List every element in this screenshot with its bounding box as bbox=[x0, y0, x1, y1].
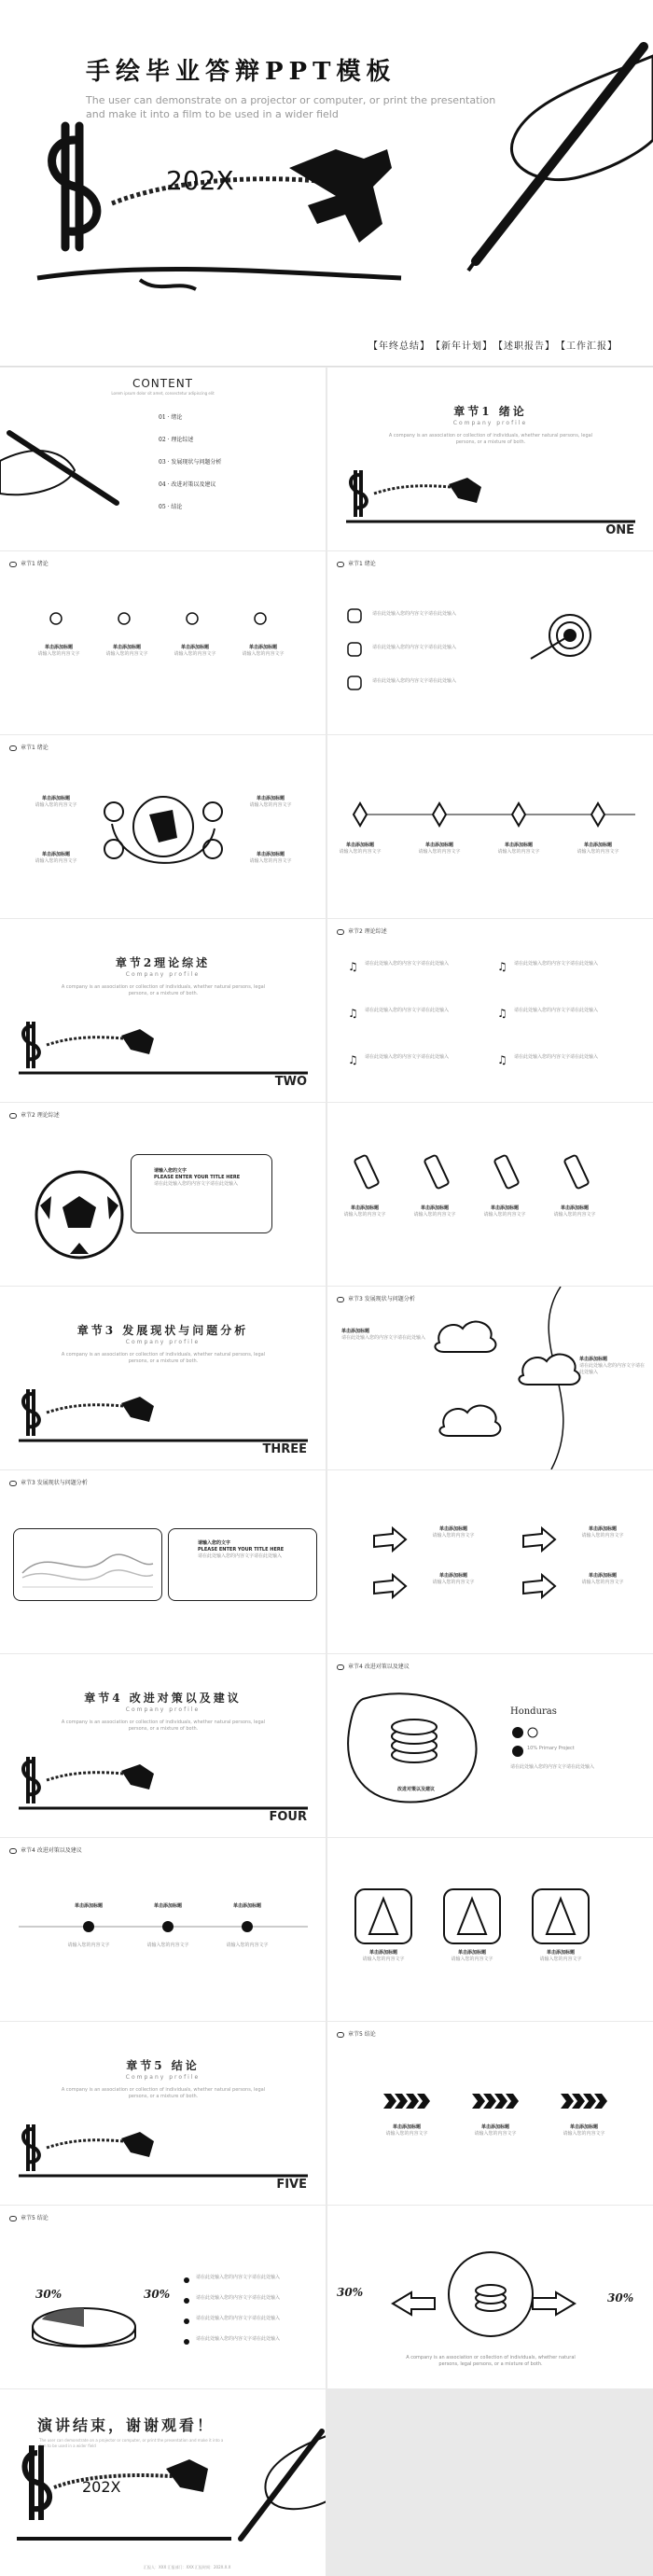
slide-title: 章节4 改进对策以及建议 bbox=[337, 1662, 410, 1670]
chapter-slide[interactable] bbox=[0, 2022, 326, 2205]
dollar-runner-icon bbox=[346, 470, 635, 526]
info-item: 单击添加标题 请输入您的内容文字 bbox=[249, 852, 292, 864]
svg-text:♫: ♫ bbox=[348, 960, 358, 973]
ending-title: 演讲结束，谢谢观看！ bbox=[37, 2416, 215, 2434]
chapter-desc: A company is an association or collection of individuals, whether natural persons, legal persons, or a mixture of both. bbox=[61, 1352, 266, 1364]
note-item: 请在此处输入您的内容文字请在此处输入 bbox=[365, 1008, 450, 1013]
ending-subtitle: The user can demonstrate on a projector or computer, or print the presentation and make it into a film to be used in a wider field bbox=[39, 2438, 224, 2448]
info-item: 单击添加标题 请输入您的内容文字 bbox=[432, 1526, 475, 1539]
info-item: 单击添加标题 请输入您的内容文字 bbox=[563, 2124, 605, 2137]
country-name: Honduras bbox=[510, 1706, 557, 1717]
chapter-profile: Company profile bbox=[125, 2074, 201, 2081]
info-item: 单击添加标题 请输入您的内容文字 bbox=[497, 842, 540, 855]
info-item: 单击添加标题 请输入您的内容文字 bbox=[413, 1205, 456, 1218]
bulb-icon bbox=[45, 607, 278, 635]
content-slide[interactable] bbox=[0, 1838, 326, 2021]
callout-text: 请输入您的文字 PLEASE ENTER YOUR TITLE HERE 请在此处输入您的内容文字请在此处输入 bbox=[154, 1168, 241, 1187]
percent-label: 30% bbox=[144, 2288, 171, 2301]
note-item: 请在此处输入您的内容文字请在此处输入 bbox=[365, 961, 450, 967]
info-text: 请在此处输入您的内容文字请在此处输入 bbox=[510, 1764, 595, 1770]
percent-label: 30% bbox=[607, 2291, 634, 2304]
toc-item[interactable]: 05 · 结论 bbox=[159, 504, 183, 510]
cover-subtitle: The user can demonstrate on a projector or computer, or print the presentation and make it into a film to be used in a wider field bbox=[86, 94, 496, 120]
chapter-profile: Company profile bbox=[452, 420, 528, 426]
info-item: 单击添加标题 请输入您的内容文字 bbox=[242, 645, 285, 657]
list-item: 请在此处输入您的内容文字请在此处输入 bbox=[196, 2316, 281, 2321]
list-item: 请在此处输入您的内容文字请在此处输入 bbox=[196, 2336, 281, 2342]
cover-slide[interactable] bbox=[0, 0, 653, 367]
info-item: 单击添加标题 请输入您的内容文字 bbox=[385, 2124, 428, 2137]
empty-panel bbox=[327, 2389, 653, 2576]
dollar-runner-icon bbox=[19, 1022, 308, 1078]
capsule-icon bbox=[355, 1154, 626, 1191]
ending-slide[interactable] bbox=[0, 2389, 326, 2576]
slide-title: 章节4 改进对策以及建议 bbox=[9, 1845, 82, 1854]
chapter-title: 章节1 绪论 bbox=[453, 405, 527, 418]
ending-year-text bbox=[82, 2475, 138, 2498]
chapter-desc: A company is an association or collection of individuals, whether natural persons, legal persons, or a mixture of both. bbox=[61, 2087, 266, 2099]
toc-sub: Lorem ipsum dolor sit amet, consectetur adipiscing elit bbox=[111, 391, 215, 396]
callout-box bbox=[131, 1154, 272, 1233]
chapter-profile: Company profile bbox=[125, 1706, 201, 1713]
toc-item[interactable]: 04 · 改进对策以及建议 bbox=[159, 481, 216, 488]
content-slide[interactable] bbox=[0, 2206, 326, 2388]
chapter-number: TWO bbox=[274, 1075, 307, 1089]
advice-label: 改进对策以及建议 bbox=[396, 1787, 435, 1792]
hand-pen-illustration bbox=[457, 37, 653, 280]
svg-text:♫: ♫ bbox=[348, 1053, 358, 1066]
content-slide[interactable] bbox=[327, 1470, 653, 1653]
content-slide[interactable] bbox=[327, 551, 653, 734]
info-item: 单击添加标题 请输入您的内容文字 bbox=[339, 842, 382, 855]
slide-title: 章节3 发展现状与问题分析 bbox=[9, 1478, 88, 1486]
timeline-desc: 请输入您的内容文字 bbox=[67, 1942, 110, 1948]
year-text bbox=[166, 163, 259, 201]
chapter-slide[interactable] bbox=[0, 919, 326, 1102]
bullet-dot-icon bbox=[183, 2277, 192, 2351]
chapter-profile: Company profile bbox=[125, 1339, 201, 1345]
content-slide[interactable] bbox=[0, 551, 326, 734]
slide-title: 章节1 绪论 bbox=[9, 743, 49, 751]
list-item: 请在此处输入您的内容文字请在此处输入 bbox=[196, 2275, 281, 2280]
slide-title: 章节5 结论 bbox=[9, 2213, 49, 2221]
wave-line-icon bbox=[22, 1545, 153, 1592]
dollar-runner-illustration bbox=[17, 2445, 250, 2567]
content-slide[interactable] bbox=[327, 1838, 653, 2021]
chapter-number: ONE bbox=[605, 523, 634, 537]
info-item: 单击添加标题 请输入您的内容文字 bbox=[581, 1573, 624, 1585]
chapter-desc: A company is an association or collection of individuals, whether natural persons, legal persons, or a mixture of both. bbox=[61, 1720, 266, 1732]
chapter-title: 章节3 发展现状与问题分析 bbox=[76, 1324, 249, 1337]
cloud-curve-icon bbox=[421, 1287, 645, 1469]
soccer-ball-icon bbox=[33, 1168, 135, 1271]
slide-title: 章节5 结论 bbox=[337, 2029, 376, 2038]
percent-label: 30% bbox=[337, 2286, 364, 2299]
check-item: 请在此处输入您的内容文字请在此处输入 bbox=[372, 611, 457, 617]
timeline-label: 单击添加标题 bbox=[232, 1903, 261, 1909]
timeline-label: 单击添加标题 bbox=[153, 1903, 182, 1909]
chapter-slide[interactable] bbox=[0, 1654, 326, 1837]
slide-title: 章节2 理论综述 bbox=[337, 926, 387, 935]
info-item: 单击添加标题 请输入您的内容文字 bbox=[35, 796, 77, 808]
content-slide[interactable] bbox=[327, 919, 653, 1102]
info-item: 单击添加标题 请输入您的内容文字 bbox=[483, 1205, 526, 1218]
list-item: 请在此处输入您的内容文字请在此处输入 bbox=[196, 2295, 281, 2301]
content-slide[interactable] bbox=[327, 2022, 653, 2205]
info-item: 单击添加标题 请输入您的内容文字 bbox=[105, 645, 148, 657]
toc-item[interactable]: 03 · 发展现状与问题分析 bbox=[159, 459, 222, 466]
chapter-title: 章节4 改进对策以及建议 bbox=[84, 1692, 242, 1705]
tag-item: 【工作汇报】 bbox=[561, 341, 618, 352]
content-slide[interactable] bbox=[327, 735, 653, 918]
note-item: 请在此处输入您的内容文字请在此处输入 bbox=[514, 1054, 599, 1060]
info-item: 单击添加标题 请输入您的内容文字 bbox=[474, 2124, 517, 2137]
pie-chart-icon bbox=[19, 2299, 159, 2364]
info-item: 单击添加标题 请输入您的内容文字 bbox=[451, 1950, 493, 1962]
pct-label: 10% Primary Project bbox=[527, 1746, 575, 1751]
percent-label: 30% bbox=[35, 2288, 63, 2301]
info-item: 单击添加标题 请输入您的内容文字 bbox=[581, 1526, 624, 1539]
callout-box bbox=[168, 1528, 317, 1601]
dollar-runner-icon bbox=[19, 1757, 308, 1813]
content-slide[interactable] bbox=[0, 735, 326, 918]
content-slide[interactable] bbox=[327, 1103, 653, 1286]
chapter-profile: Company profile bbox=[125, 971, 201, 978]
chapter-slide[interactable] bbox=[327, 368, 653, 550]
svg-text:♫: ♫ bbox=[497, 960, 507, 973]
svg-text:♫: ♫ bbox=[497, 1053, 507, 1066]
dollar-runner-illustration bbox=[37, 121, 448, 308]
diamond-line-icon bbox=[346, 801, 635, 828]
info-item: 单击添加标题 请输入您的内容文字 bbox=[362, 1950, 405, 1962]
timeline-label: 单击添加标题 bbox=[74, 1903, 103, 1909]
chapter-number: THREE bbox=[262, 1442, 307, 1456]
info-item: 单击添加标题 请输入您的内容文字 bbox=[577, 842, 619, 855]
info-item: 单击添加标题 请输入您的内容文字 bbox=[37, 645, 80, 657]
timeline-desc: 请输入您的内容文字 bbox=[146, 1942, 189, 1948]
note-item: 请在此处输入您的内容文字请在此处输入 bbox=[514, 1008, 599, 1013]
dollar-runner-icon bbox=[19, 1389, 308, 1445]
info-item: 单击添加标题 请输入您的内容文字 bbox=[432, 1573, 475, 1585]
chapter-number: FIVE bbox=[276, 2178, 307, 2192]
toc-slide[interactable] bbox=[0, 368, 326, 550]
slide-title: 章节1 绪论 bbox=[337, 559, 376, 567]
callout-text: 请输入您的文字 PLEASE ENTER YOUR TITLE HERE 请在此处输入您的内容文字请在此处输入 bbox=[198, 1540, 285, 1559]
timeline-icon bbox=[19, 1917, 308, 1936]
info-item: 单击添加标题 请输入您的内容文字 bbox=[539, 1950, 582, 1962]
chapter-number: FOUR bbox=[269, 1810, 307, 1824]
note-item: 请在此处输入您的内容文字请在此处输入 bbox=[514, 961, 599, 967]
svg-text:♫: ♫ bbox=[497, 1007, 507, 1020]
info-item: 单击添加标题 请在此处输入您的内容文字请在此处输入 bbox=[579, 1357, 646, 1375]
dollar-runner-icon bbox=[19, 2124, 308, 2180]
hand-pen-icon bbox=[0, 405, 131, 517]
slide-title: 章节1 绪论 bbox=[9, 559, 49, 567]
arrow-coins-icon bbox=[374, 2238, 607, 2341]
target-icon bbox=[523, 607, 598, 673]
check-item: 请在此处输入您的内容文字请在此处输入 bbox=[372, 645, 457, 650]
chapter-desc: A company is an association or collection of individuals, whether natural persons, legal persons, or a mixture of both. bbox=[61, 984, 266, 996]
hand-pen-illustration bbox=[233, 2427, 326, 2548]
chapter-slide[interactable] bbox=[0, 1287, 326, 1469]
timeline-desc: 请输入您的内容文字 bbox=[226, 1942, 269, 1948]
check-item: 请在此处输入您的内容文字请在此处输入 bbox=[372, 678, 457, 684]
toc-item[interactable]: 01 · 绪论 bbox=[159, 414, 183, 421]
info-item: 单击添加标题 请输入您的内容文字 bbox=[35, 852, 77, 864]
toc-item[interactable]: 02 · 理论综述 bbox=[159, 437, 194, 443]
chapter-title: 章节5 结论 bbox=[126, 2059, 200, 2072]
cover-tags bbox=[363, 338, 618, 352]
note-item: 请在此处输入您的内容文字请在此处输入 bbox=[365, 1054, 450, 1060]
slide-title: 章节3 发展现状与问题分析 bbox=[337, 1294, 415, 1302]
summary-desc: A company is an association or collection of individuals, whether natural persons, legal persons, or a mixture of both. bbox=[406, 2355, 576, 2367]
info-item: 单击添加标题 请输入您的内容文字 bbox=[553, 1205, 596, 1218]
info-item: 单击添加标题 请输入您的内容文字 bbox=[418, 842, 461, 855]
chevrons-icon bbox=[383, 2092, 617, 2110]
info-item: 单击添加标题 请输入您的内容文字 bbox=[174, 645, 216, 657]
chapter-title: 章节2理论综述 bbox=[115, 956, 211, 969]
globe-icon bbox=[103, 773, 224, 884]
chapter-desc: A company is an association or collection of individuals, whether natural persons, legal persons, or a mixture of both. bbox=[388, 433, 593, 445]
toc-heading: CONTENT bbox=[132, 377, 194, 390]
content-slide[interactable] bbox=[0, 1103, 326, 1286]
content-slide[interactable] bbox=[327, 2206, 653, 2388]
slide-title: 章节2 理论综述 bbox=[9, 1110, 60, 1119]
cover-year: 202X bbox=[166, 165, 234, 196]
content-slide[interactable] bbox=[327, 1654, 653, 1837]
info-item: 单击添加标题 请在此处输入您的内容文字请在此处输入 bbox=[341, 1329, 426, 1341]
tree-frame-icon bbox=[355, 1889, 626, 1955]
info-item: 单击添加标题 请输入您的内容文字 bbox=[343, 1205, 386, 1218]
ending-footer: 汇报人：XXX 汇报部门：XXX 汇报时间：202X.X.X bbox=[144, 2565, 231, 2569]
content-slide[interactable] bbox=[327, 1287, 653, 1469]
info-item: 单击添加标题 请输入您的内容文字 bbox=[249, 796, 292, 808]
tag-item: 【年终总结】 bbox=[368, 341, 430, 352]
tag-item: 【述职报告】 bbox=[498, 341, 555, 352]
checkbox-icon bbox=[346, 607, 365, 691]
cover-title: 手绘毕业答辩PPT模板 bbox=[86, 58, 396, 86]
content-slide[interactable] bbox=[0, 1470, 326, 1653]
svg-text:♫: ♫ bbox=[348, 1007, 358, 1020]
svg-text:202X: 202X bbox=[82, 2478, 121, 2496]
tag-item: 【新年计划】 bbox=[436, 341, 493, 352]
